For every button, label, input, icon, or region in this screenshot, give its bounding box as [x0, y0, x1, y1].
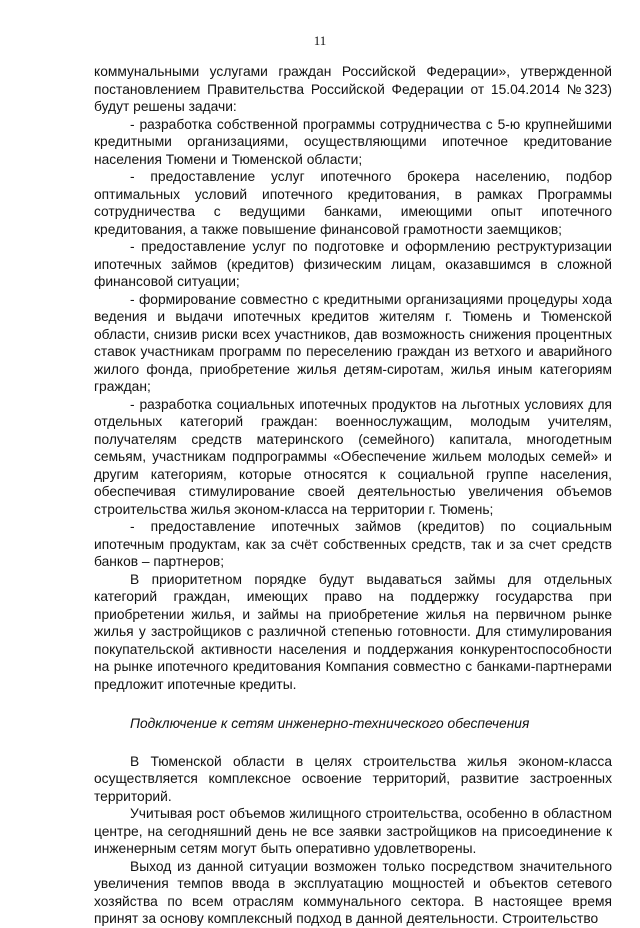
paragraph-intro: коммунальными услугами граждан Российской Федерации», утвержденной постановлением Правительства Российской Федерации от 15.04.2014 №323) будут решены задачи: [94, 64, 612, 114]
list-item-broker: - предоставление услуг ипотечного брокера населению, подбор оптимальных условий ипотечного кредитования, в рамках Программы сотрудничества с ведущими банками, имеющими опыт ипотечного кредитования, а также повышение финансовой грамотности заемщиков; [94, 169, 612, 237]
list-item-restructuring: - предоставление услуг по подготовке и оформлению реструктуризации ипотечных займов (кредитов) физическим лицам, оказавшимся в сложной финансовой ситуации; [94, 239, 612, 289]
list-item-program: - разработка собственной программы сотрудничества с 5-ю крупнейшими кредитными организациями, осуществляющими ипотечное кредитование населения Тюмени и Тюменской области; [94, 116, 612, 167]
list-item-social-products: - разработка социальных ипотечных продуктов на льготных условиях для отдельных категорий граждан: военнослужащим, молодым учителям, получателям средств материнского (семейного) капитала, многодетным семьям, участникам подпрограммы «Обеспечение жильем молодых семей» и другим категориям, которые относятся к социальной группе населения, обеспечивая стимулирование своей деятельностью увеличения объемов строительства жилья эконом-класса на территории г. Тюмень; [94, 396, 612, 517]
list-item-loans: - предоставление ипотечных займов (кредитов) по социальным ипотечным продуктам, как за счёт собственных средств, так и за счет средств банков – партнеров; [94, 519, 612, 569]
paragraph-tyumen-region: В Тюменской области в целях строительства жилья эконом-класса осуществляется комплексное освоение территорий, развитие застроенных территорий. [94, 753, 612, 804]
paragraph-priority: В приоритетном порядке будут выдаваться займы для отдельных категорий граждан, имеющих право на поддержку государства при приобретении жилья, и займы на приобретение жилья на первичном рынке жилья у застройщиков с различной степенью готовности. Для стимулирования покупательской активности населения и поддержания конкурентоспособности на рынке ипотечного кредитования Компания совместно с банками-партнерами предложит ипотечные кредиты. [94, 571, 612, 692]
paragraph-growth: Учитывая рост объемов жилищного строительства, особенно в областном центре, на сегодняшний день не все заявки застройщиков на присоединение к инженерным сетям могут быть оперативно удовлетворены. [94, 806, 612, 856]
page-number: 11 [313, 33, 327, 48]
list-item-procedure: - формирование совместно с кредитными организациями процедуры хода ведения и выдачи ипотечных кредитов жителям г. Тюмень и Тюменской области, снизив риски всех участников, дав возможность снижения процентных ставок участникам программ по переселению граждан из ветхого и аварийного жилого фонда, приобретение жилья детям-сиротам, жилья иным категориям граждан; [94, 291, 612, 394]
section-heading: Подключение к сетям инженерно-технического обеспечения [130, 716, 530, 731]
document-body [94, 63, 612, 928]
paragraph-solution: Выход из данной ситуации возможен только посредством значительного увеличения темпов ввода в эксплуатацию мощностей и объектов сетевого хозяйства по всем отраслям коммунального сектора. В настоящее время принят за основу комплексный подход в данной деятельности. Строительство [94, 858, 612, 926]
